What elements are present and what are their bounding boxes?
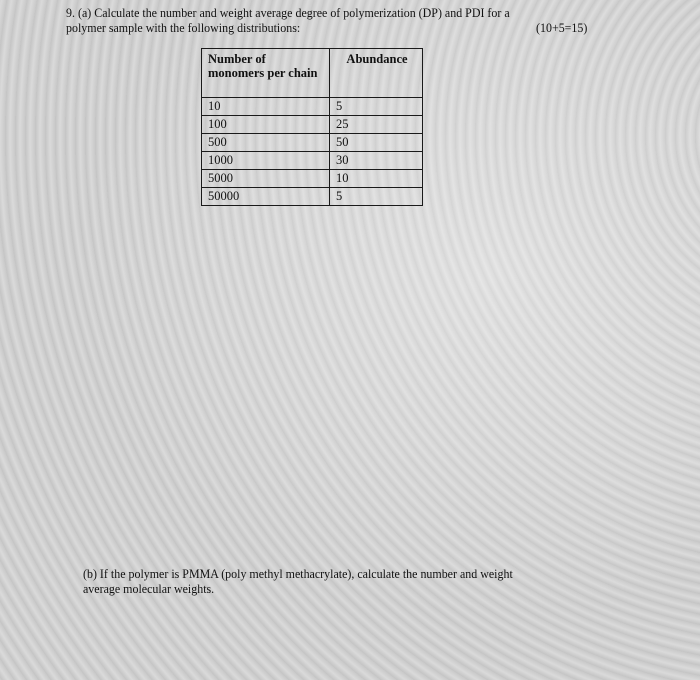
table-row: [202, 116, 423, 134]
cell-abundance: 30: [330, 152, 423, 170]
table-row: [202, 152, 423, 170]
header-abundance: Abundance: [330, 49, 423, 98]
question-line-2: polymer sample with the following distributions:: [66, 20, 301, 35]
header-monomers-per-chain: Number of monomers per chain: [202, 49, 330, 98]
part-b-line-2: average molecular weights.: [83, 581, 215, 596]
question-line-1: 9. (a) Calculate the number and weight average degree of polymerization (DP) and PDI for a: [66, 5, 510, 20]
cell-monomers: 5000: [202, 170, 330, 188]
cell-monomers: 10: [202, 98, 330, 116]
cell-monomers: 100: [202, 116, 330, 134]
distribution-table: [201, 48, 423, 206]
cell-monomers: 50000: [202, 188, 330, 206]
cell-monomers: 1000: [202, 152, 330, 170]
table-header-row: [202, 49, 423, 98]
table-row: [202, 98, 423, 116]
cell-abundance: 50: [330, 134, 423, 152]
table-row: [202, 134, 423, 152]
part-b-question: [83, 566, 513, 596]
marks-allocation: (10+5=15): [536, 20, 588, 35]
cell-abundance: 5: [330, 188, 423, 206]
cell-abundance: 25: [330, 116, 423, 134]
cell-abundance: 10: [330, 170, 423, 188]
cell-monomers: 500: [202, 134, 330, 152]
part-b-line-1: (b) If the polymer is PMMA (poly methyl methacrylate), calculate the number and weight: [83, 566, 513, 581]
cell-abundance: 5: [330, 98, 423, 116]
table-row: [202, 188, 423, 206]
table-row: [202, 170, 423, 188]
